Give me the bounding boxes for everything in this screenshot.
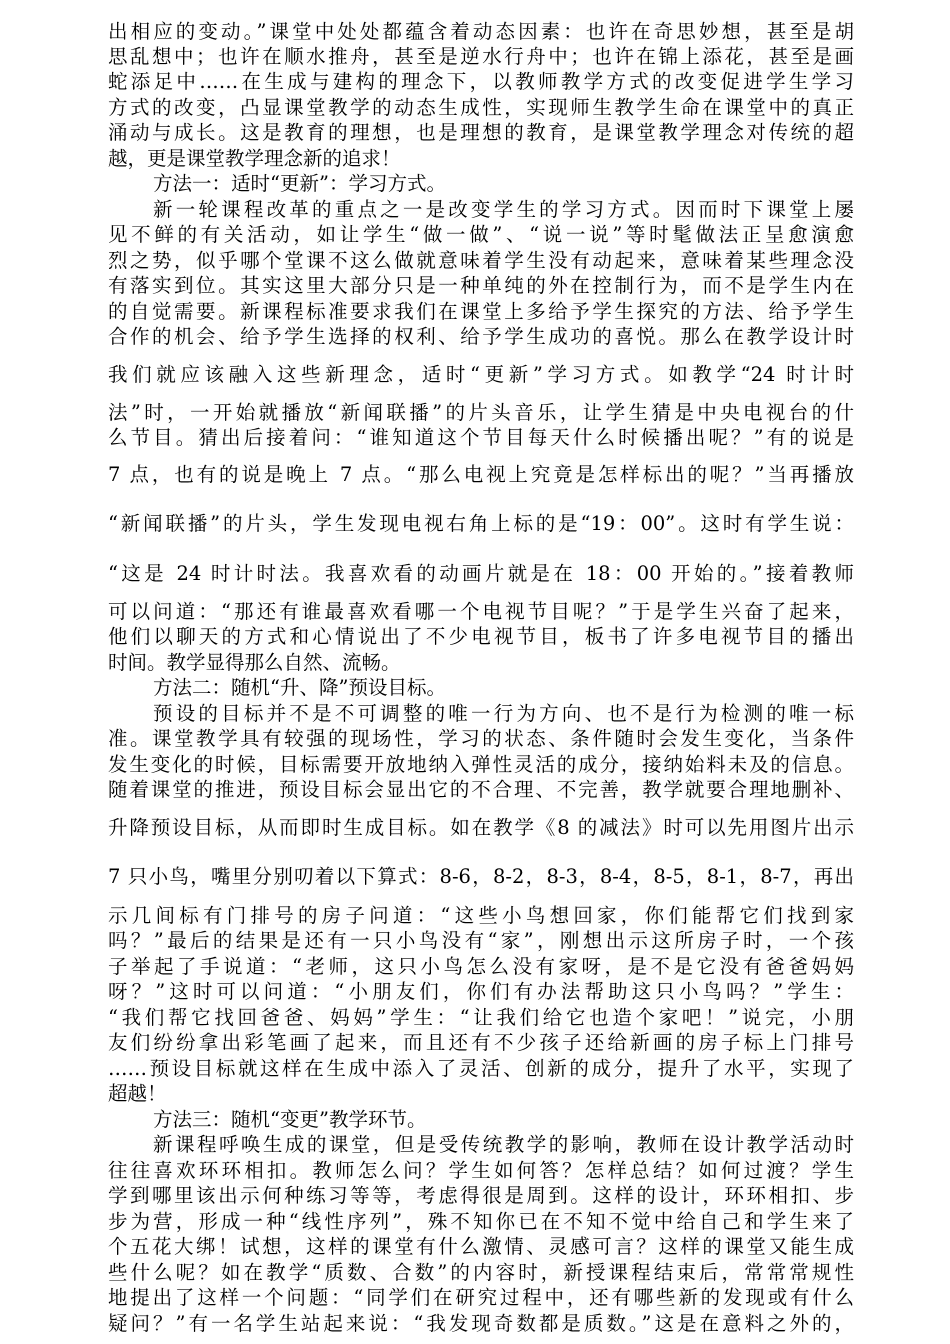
text-line: 新一轮课程改革的重点之一是改变学生的学习方式。因而时下课堂上屡 [153, 198, 854, 221]
text-line: “我们帮它找回爸爸、妈妈”学生：“让我们给它也造个家吧！”说完，小朋 [108, 1006, 854, 1029]
text-line: 7 点，也有的说是晚上 7 点。“那么电视上究竟是怎样标出的呢？”当再播放 [108, 463, 854, 486]
text-line: 新课程呼唤生成的课堂，但是受传统教学的影响，教师在设计教学活动时 [153, 1133, 854, 1156]
text-line: 友们纷纷拿出彩笔画了起来，而且还有不少孩子还给新画的房子标上门排号 [108, 1031, 854, 1054]
text-line: 个五花大绑！试想，这样的课堂有什么激情、灵感可言？这样的课堂又能生成 [108, 1235, 854, 1258]
text-line: 学到哪里该出示何种练习等等，考虑得很是周到。这样的设计，环环相扣、步 [108, 1184, 854, 1207]
section-heading: 方法三：随机“变更”教学环节。 [153, 1108, 427, 1131]
text-line: 随着课堂的推进，预设目标会显出它的不合理、不完善，教学就要合理地删补、 [108, 778, 854, 801]
text-line: 的自觉需要。新课程标准要求我们在课堂上多给予学生探究的方法、给予学生 [108, 300, 854, 323]
text-line: 出相应的变动。”课堂中处处都蕴含着动态因素：也许在奇思妙想，甚至是胡 [108, 20, 854, 43]
text-line: 疑问？”有一名学生站起来说：“我发现奇数都是质数。”这是在意料之外的， [108, 1312, 854, 1335]
text-line: 方式的改变，凸显课堂教学的动态生成性，实现师生教学生命在课堂中的真正 [108, 96, 854, 119]
text-line: 时间。教学显得那么自然、流畅。 [108, 651, 401, 674]
text-line: 超越！ [108, 1082, 167, 1105]
text-line: 见不鲜的有关活动，如让学生“做一做”、“说一说”等时髦做法正呈愈演愈 [108, 223, 854, 246]
text-line: 可以问道：“那还有谁最喜欢看哪一个电视节目呢？”于是学生兴奋了起来， [108, 600, 854, 623]
text-line: 法”时，一开始就播放“新闻联播”的片头音乐，让学生猜是中央电视台的什 [108, 401, 854, 424]
text-line: ……预设目标就这样在生成中添入了灵活、创新的成分，提升了水平，实现了 [108, 1057, 854, 1080]
text-line: 他们以聊天的方式和心情说出了不少电视节目，板书了许多电视节目的播出 [108, 625, 854, 648]
text-line: 发生变化的时候，目标需要开放地纳入弹性灵活的成分，接纳始料未及的信息。 [108, 753, 854, 776]
section-heading: 方法一：适时“更新”：学习方式。 [153, 172, 446, 195]
text-line: 往往喜欢环环相扣。教师怎么问？学生如何答？怎样总结？如何过渡？学生 [108, 1159, 854, 1182]
text-line: 预设的目标并不是不可调整的唯一行为方向、也不是行为检测的唯一标 [153, 702, 854, 725]
text-line: 我们就应该融入这些新理念，适时“更新”学习方式。如教学“24 时计时 [108, 363, 854, 386]
text-line: 烈之势，似乎哪个堂课不这么做就意味着学生没有动起来，意味着某些理念没 [108, 249, 854, 272]
text-line: 7 只小鸟，嘴里分别叨着以下算式：8-6，8-2，8-3，8-4，8-5，8-1，8-7，再出 [108, 865, 854, 888]
text-line: 地提出了这样一个问题：“同学们在研究过程中，还有哪些新的发现或有什么 [108, 1286, 854, 1309]
text-line: 准。课堂教学具有较强的现场性，学习的状态、条件随时会发生变化，当条件 [108, 727, 854, 750]
text-line: 越，更是课堂教学理念新的追求！ [108, 147, 401, 170]
text-line: 些什么呢？如在教学“质数、合数”的内容时，新授课程结束后，常常常规性 [108, 1261, 854, 1284]
text-line: 思乱想中；也许在顺水推舟，甚至是逆水行舟中；也许在锦上添花，甚至是画 [108, 45, 854, 68]
text-line: “这是 24 时计时法。我喜欢看的动画片就是在 18：00 开始的。”接着教师 [108, 562, 854, 585]
section-heading: 方法二：随机“升、降”预设目标。 [153, 676, 446, 699]
text-line: 有落实到位。其实这里大部分只是一种单纯的外在控制行为，而不是学生内在 [108, 274, 854, 297]
text-line: 子举起了手说道：“老师，这只小鸟怎么没有家呀，是不是它没有爸爸妈妈 [108, 955, 854, 978]
text-line: 示几间标有门排号的房子问道：“这些小鸟想回家，你们能帮它们找到家 [108, 904, 854, 927]
text-line: 升降预设目标，从而即时生成目标。如在教学《8 的减法》时可以先用图片出示 [108, 816, 854, 839]
text-line: 合作的机会、给予学生选择的权利、给予学生成功的喜悦。那么在教学设计时 [108, 325, 854, 348]
text-line: 呀？”这时可以问道：“小朋友们，你们有办法帮助这只小鸟吗？”学生： [108, 980, 854, 1003]
text-line: 蛇添足中……在生成与建构的理念下，以教师教学方式的改变促进学生学习 [108, 70, 854, 93]
text-line: 涌动与成长。这是教育的理想，也是理想的教育，是课堂教学理念对传统的超 [108, 121, 854, 144]
text-line: 么节目。猜出后接着问：“谁知道这个节目每天什么时候播出呢？”有的说是 [108, 426, 854, 449]
text-line: 吗？”最后的结果是还有一只小鸟没有“家”，刚想出示这所房子时，一个孩 [108, 929, 854, 952]
text-line: 步为营，形成一种“线性序列”，殊不知你已在不知不觉中给自己和学生来了 [108, 1210, 854, 1233]
text-line: “新闻联播”的片头，学生发现电视右角上标的是“19：00”。这时有学生说： [108, 512, 854, 535]
